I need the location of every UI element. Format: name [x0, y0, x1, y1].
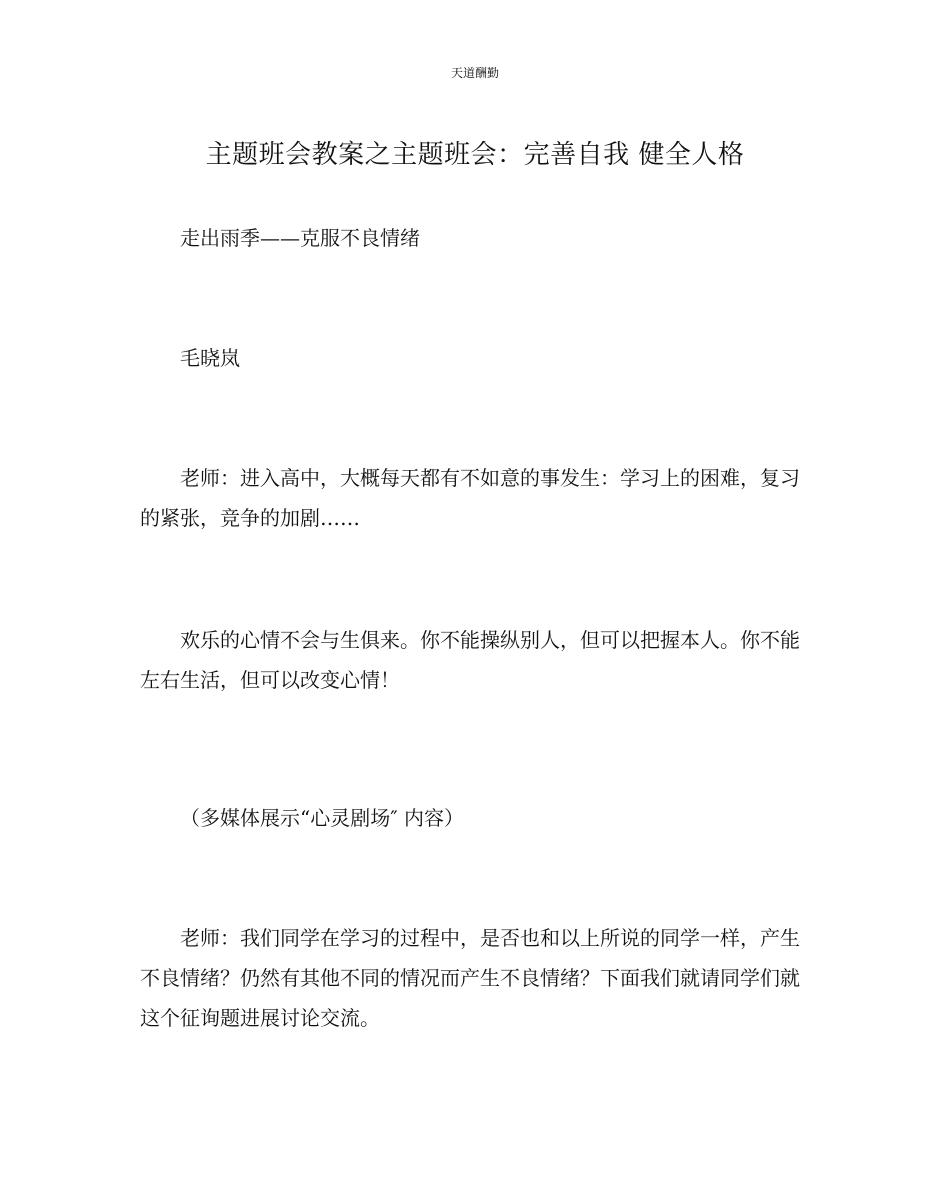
author-name: 毛晓岚 [180, 346, 240, 370]
document-title: 主题班会教案之主题班会：完善自我 健全人格 [205, 140, 745, 170]
paragraph-happiness: 欢乐的心情不会与生俱来。你不能操纵别人，但可以把握本人。你不能左右生活，但可以改变心情！ [140, 628, 800, 692]
page-header: 天道酬勤 [450, 66, 499, 80]
lesson-subtitle: 走出雨季——克服不良情绪 [180, 226, 420, 250]
paragraph-multimedia-note: （多媒体展示“心灵剧场″ 内容） [180, 806, 465, 830]
paragraph-teacher-intro: 老师：进入高中，大概每天都有不如意的事发生：学习上的困难，复习的紧张，竞争的加剧…… [140, 466, 800, 530]
paragraph-teacher-discussion: 老师：我们同学在学习的过程中，是否也和以上所说的同学一样，产生不良情绪？仍然有其他不同的情况而产生不良情绪？下面我们就请同学们就这个征询题进展讨论交流。 [140, 926, 800, 1030]
